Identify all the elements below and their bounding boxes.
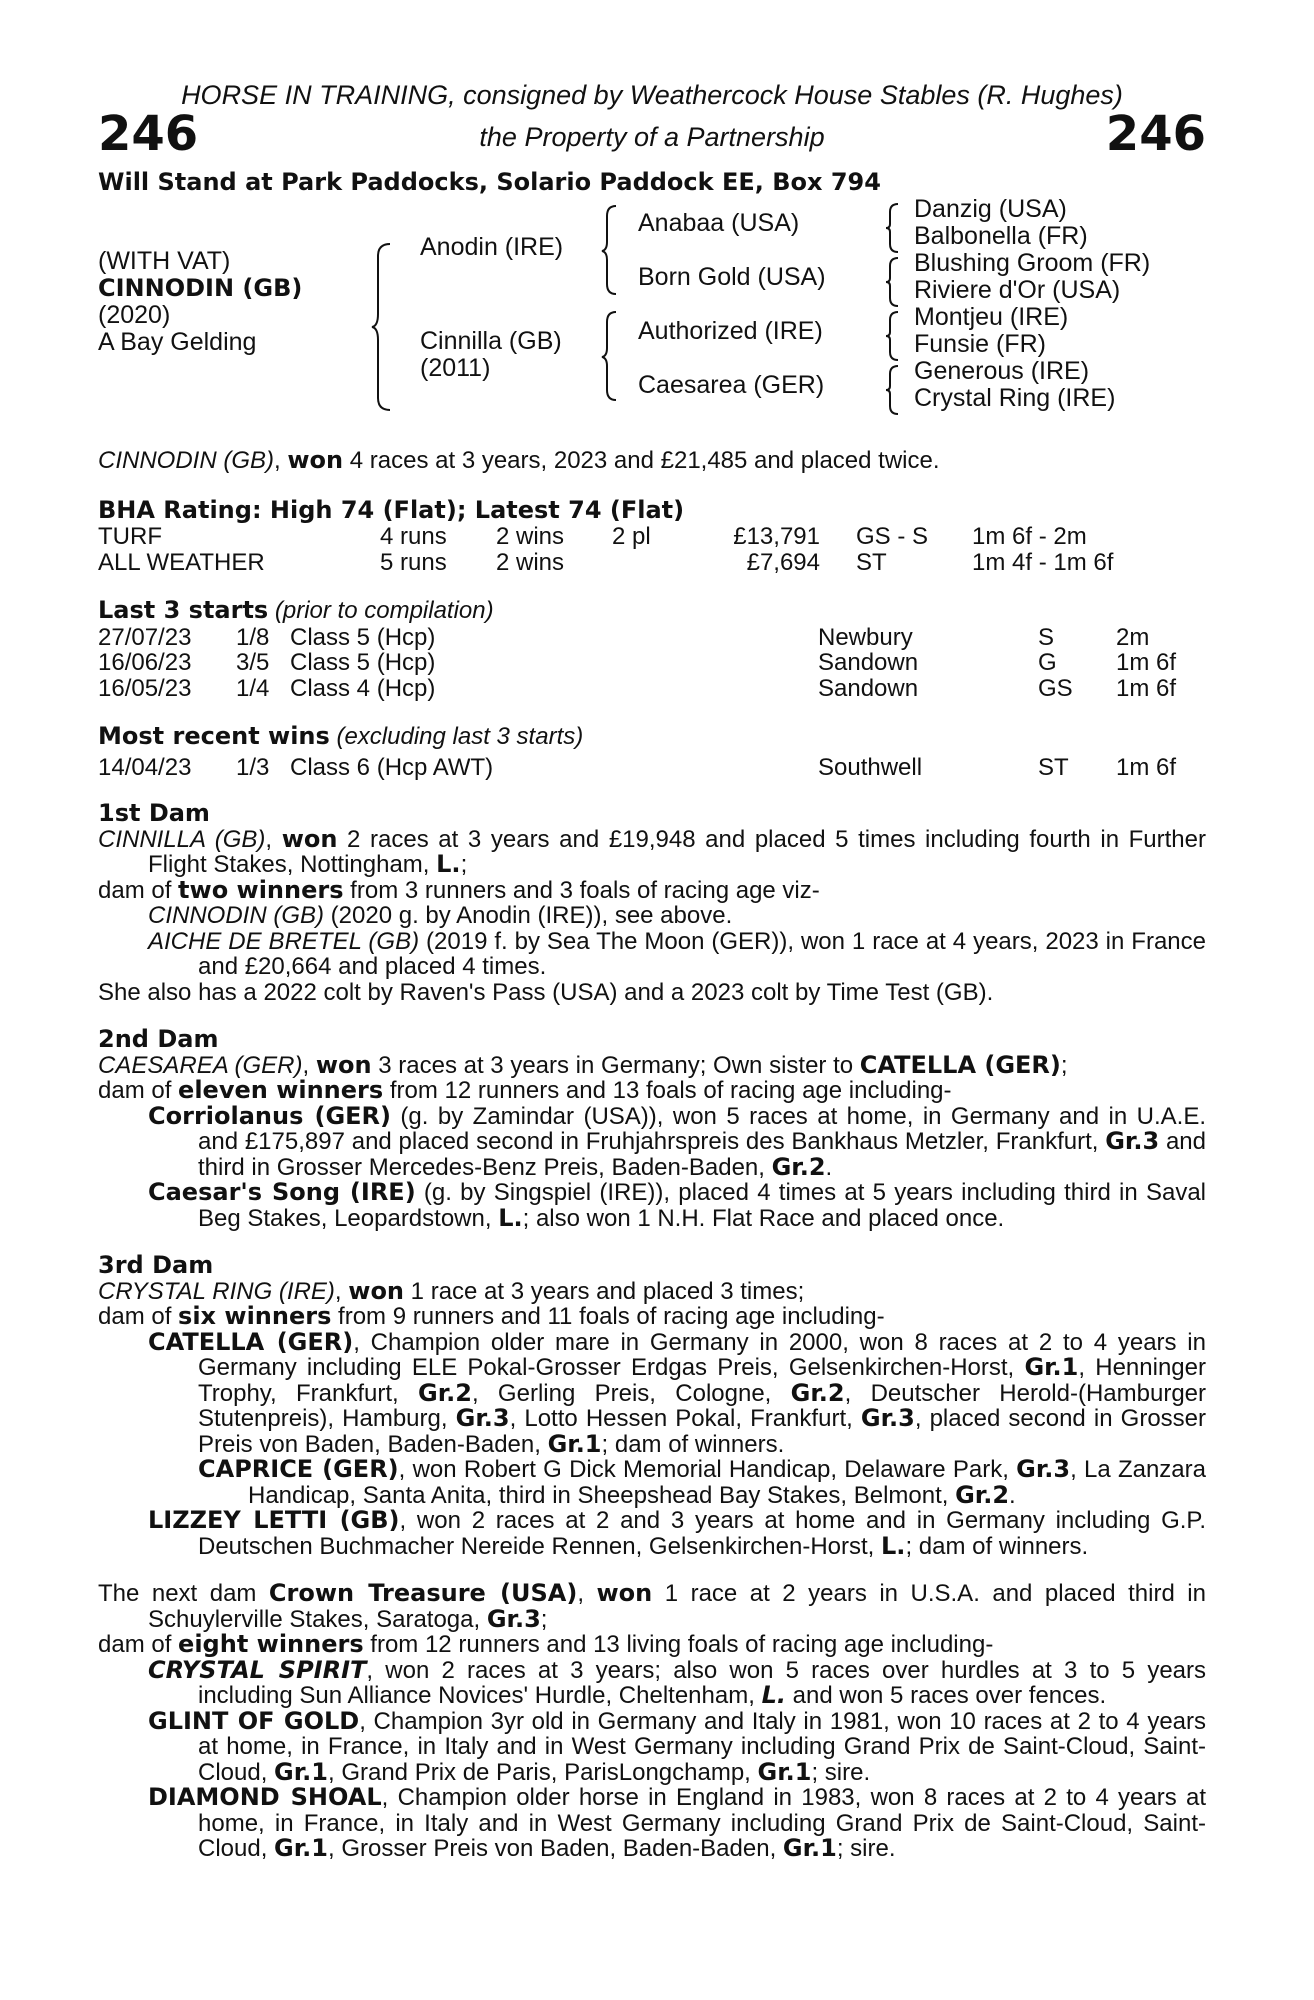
offspring-text: , Grosser Preis von Baden, Baden-Baden,: [327, 1835, 783, 1862]
sire-sire: Anabaa (USA): [638, 209, 800, 237]
grade-label: Gr.2: [418, 1378, 472, 1407]
start-class: Class 5 (Hcp): [290, 623, 436, 651]
offspring-entry: [98, 1655, 1207, 1709]
brace-dam: [600, 310, 620, 402]
rating-placed: 2 pl: [612, 523, 651, 550]
ancestor-7: Generous (IRE): [914, 357, 1090, 385]
recent-wins-title: [98, 724, 1206, 750]
offspring-entry: [98, 903, 1206, 929]
offspring-name: CATELLA (GER): [148, 1327, 354, 1356]
offspring-text: , Champion older horse in England in 1983, won 8 races at 2 to 4 years at home, in France, in Italy and in West Germany including Grand Prix de Saint-Cloud, Saint-Cloud,: [198, 1784, 1207, 1862]
offspring-entry: [98, 1785, 1206, 1862]
offspring-entry: [98, 1327, 1207, 1458]
rating-row-aw: [98, 549, 1206, 575]
produce-text: from 12 runners and 13 foals of racing age including-: [383, 1077, 952, 1104]
listed-label: L.: [881, 1531, 906, 1560]
rating-prize: £13,791: [733, 523, 820, 550]
next-dam-produce: [98, 1632, 1206, 1658]
offspring-text: , won 2 races at 3 years; also won 5 races over hurdles at 3 to 5 years including Sun Alliance Novices' Hurdle, Cheltenham,: [198, 1656, 1207, 1709]
third-dam-produce: [98, 1304, 1206, 1330]
produce-text: from 9 runners and 11 foals of racing age including-: [331, 1303, 885, 1330]
brace-g2: [884, 256, 902, 308]
second-dam-name: CAESAREA (GER): [98, 1051, 303, 1079]
lot-number-left: 246: [98, 106, 199, 162]
punct: .: [1009, 1481, 1016, 1509]
first-dam-title: 1st Dam: [98, 799, 210, 827]
offspring-text: ; dam of winners.: [601, 1430, 785, 1458]
offspring-entry: [98, 1180, 1206, 1231]
third-dam-record: CRYSTAL RING (IRE), won 1 race at 3 years and placed 3 times;: [98, 1276, 805, 1305]
offspring-text: , Lotto Hessen Pokal, Frankfurt,: [509, 1405, 861, 1432]
won-label: won: [348, 1276, 405, 1305]
summary-text: 4 races at 3 years, 2023 and £21,485 and placed twice.: [343, 447, 940, 474]
last-starts-title: [98, 598, 1206, 624]
grade-label: Gr.1: [1024, 1353, 1079, 1381]
ancestor-6: Funsie (FR): [914, 330, 1046, 358]
lot-header: [98, 106, 1206, 162]
grade-label: Gr.1: [274, 1757, 328, 1786]
ancestor-1: Danzig (USA): [914, 195, 1067, 223]
listed-label: L.: [761, 1681, 786, 1709]
grade-label: Gr.1: [274, 1834, 328, 1862]
third-dam-name: CRYSTAL RING (IRE): [98, 1277, 335, 1305]
start-course: Newbury: [818, 623, 913, 651]
listed-label: L.: [498, 1203, 523, 1232]
offspring-text: , Champion 3yr old in Germany and Italy in 1981, won 10 races at 2 to 4 years at home, in France, in Italy and in West Germany including Grand Prix de Saint-Cloud, Saint-Cloud,: [198, 1707, 1207, 1786]
start-course: Sandown: [818, 674, 919, 702]
offspring-text: , won 2 races at 2 and 3 years at home and in Germany including G.P. Deutschen Buchmacher Nereide Rennen, Gelsenkirchen-Horst,: [198, 1507, 1206, 1560]
rating-going: ST: [856, 548, 887, 576]
offspring-text: , won Robert G Dick Memorial Handicap, Delaware Park,: [398, 1456, 1017, 1483]
punct: ;: [540, 1605, 548, 1633]
rating-row-turf: [98, 523, 1206, 549]
win-date: 14/04/23: [98, 753, 192, 781]
punct: ;: [460, 851, 468, 878]
offspring-name: DIAMOND SHOAL: [148, 1783, 382, 1811]
second-dam-text: 3 races at 3 years in Germany; Own sister to: [371, 1051, 860, 1079]
sister-name: CATELLA (GER): [859, 1050, 1061, 1079]
offspring-text: ; dam of winners.: [905, 1532, 1089, 1560]
property-line: the Property of a Partnership: [479, 122, 825, 152]
rating-wins: 2 wins: [496, 548, 565, 576]
grade-label: Gr.3: [486, 1604, 541, 1633]
won-label: won: [281, 824, 338, 853]
offspring-name: LIZZEY LETTI (GB): [148, 1506, 400, 1534]
brace-g4: [884, 364, 902, 416]
start-distance: 2m: [1116, 623, 1150, 651]
start-position: 1/8: [236, 623, 270, 651]
offspring-text: , La Zanzara Handicap, Santa Anita, third in Sheepshead Bay Stakes, Belmont,: [248, 1456, 1206, 1509]
recent-wins-note: (excluding last 3 starts): [329, 723, 584, 750]
vat-label: (WITH VAT): [98, 247, 231, 275]
next-dam-text: 1 race at 2 years in U.S.A. and placed third in Schuylerville Stakes, Saratoga,: [148, 1580, 1206, 1633]
brace-sire: [600, 204, 620, 296]
start-row: [98, 624, 1206, 650]
second-dam-title: 2nd Dam: [98, 1025, 219, 1053]
offspring-name: CINNODIN (GB): [148, 902, 324, 929]
rating-going: GS - S: [856, 523, 929, 550]
listed-label: L.: [436, 850, 461, 878]
grade-label: Gr.2: [771, 1152, 826, 1181]
ancestor-2: Balbonella (FR): [914, 222, 1088, 250]
third-dam-title: 3rd Dam: [98, 1251, 214, 1279]
offspring-text: , Grand Prix de Paris, ParisLongchamp,: [327, 1758, 758, 1786]
rating-distance: 1m 6f - 2m: [972, 523, 1087, 550]
ancestor-3: Blushing Groom (FR): [914, 249, 1151, 277]
dam-year: (2011): [420, 354, 491, 382]
brace-g3: [884, 310, 902, 362]
summary-won: won: [287, 446, 344, 474]
offspring-text: ; sire.: [811, 1758, 871, 1786]
rating-title: BHA Rating: High 74 (Flat); Latest 74 (Flat): [98, 495, 685, 524]
offspring-name: CAPRICE (GER): [198, 1455, 399, 1483]
consignment-header: HORSE IN TRAINING, consigned by Weathercock House Stables (R. Hughes): [181, 80, 1123, 110]
next-dam-name: Crown Treasure (USA): [268, 1579, 578, 1607]
offspring-text: and won 5 races over fences.: [785, 1682, 1107, 1709]
grade-label: Gr.3: [455, 1404, 510, 1432]
offspring-text: , Gerling Preis, Cologne,: [471, 1379, 791, 1407]
summary-horse-name: CINNODIN (GB): [98, 447, 274, 474]
grade-label: Gr.3: [1016, 1455, 1071, 1483]
offspring-text: (g. by Singspiel (IRE)), placed 4 times at 5 years including third in Saval Beg Stakes, Leopardstown,: [198, 1179, 1206, 1232]
grade-label: Gr.1: [757, 1757, 812, 1786]
brace-g1: [884, 202, 902, 254]
offspring-text: ; sire.: [836, 1835, 896, 1862]
offspring-text: , Henninger Trophy, Frankfurt,: [198, 1354, 1206, 1407]
second-dam-record: CAESAREA (GER), won 3 races at 3 years in Germany; Own sister to CATELLA (GER);: [98, 1050, 1068, 1079]
start-course: Sandown: [818, 649, 919, 676]
last-starts-heading: Last 3 starts: [98, 596, 269, 624]
win-going: ST: [1038, 753, 1069, 781]
first-dam-also: She also has a 2022 colt by Raven's Pass (USA) and a 2023 colt by Time Test (GB).: [98, 978, 994, 1006]
ancestor-4: Riviere d'Or (USA): [914, 276, 1121, 304]
punct: .: [825, 1153, 833, 1181]
punct: ;: [1060, 1051, 1068, 1079]
grand-offspring-entry: [98, 1457, 1206, 1508]
offspring-entry: [98, 1706, 1207, 1786]
start-date: 16/05/23: [98, 674, 192, 702]
dam-of-label: dam of: [98, 1631, 179, 1658]
start-going: S: [1038, 623, 1055, 651]
rating-distance: 1m 4f - 1m 6f: [972, 548, 1114, 576]
third-dam-text: 1 race at 3 years and placed 3 times;: [404, 1277, 805, 1305]
rating-surface: ALL WEATHER: [98, 548, 265, 576]
start-going: GS: [1038, 674, 1073, 702]
dam-of-label: dam of: [98, 1303, 179, 1330]
horse-year: (2020): [98, 301, 171, 329]
offspring-text: , Deutscher Herold-(Hamburger Stutenpreis), Hamburg,: [198, 1379, 1206, 1432]
lot-number-right: 246: [1105, 106, 1206, 162]
rating-runs: 4 runs: [380, 523, 447, 550]
grade-label: Gr.3: [860, 1404, 915, 1432]
offspring-text: and third in Grosser Mercedes-Benz Preis, Baden-Baden,: [198, 1128, 1206, 1181]
start-date: 27/07/23: [98, 623, 192, 651]
start-going: G: [1038, 649, 1057, 676]
ancestor-5: Montjeu (IRE): [914, 303, 1069, 331]
next-dam-intro: The next dam: [98, 1580, 269, 1607]
horse-name: CINNODIN (GB): [98, 274, 303, 302]
offspring-name: GLINT OF GOLD: [148, 1706, 360, 1735]
horse-description: A Bay Gelding: [98, 328, 257, 356]
winners-count: two winners: [178, 875, 344, 904]
last-starts-note: (prior to compilation): [268, 597, 494, 624]
offspring-text: (g. by Zamindar (USA)), won 5 races at home, in Germany and in U.A.E. and £175,897 and placed second in Fruhjahrspreis des Bankhaus Metzler, Frankfurt,: [198, 1102, 1207, 1155]
brace-main: [370, 242, 394, 412]
winners-count: eight winners: [178, 1630, 364, 1658]
won-label: won: [315, 1050, 372, 1079]
first-dam-name: CINNILLA (GB): [98, 825, 266, 853]
recent-wins-heading: Most recent wins: [98, 722, 330, 750]
dam: Cinnilla (GB): [420, 327, 562, 355]
dam-of-label: dam of: [98, 1077, 179, 1104]
sire: Anodin (IRE): [420, 233, 564, 261]
produce-text: from 3 runners and 3 foals of racing age viz-: [343, 876, 820, 904]
start-distance: 1m 6f: [1116, 649, 1177, 676]
start-class: Class 5 (Hcp): [290, 649, 436, 676]
rating-runs: 5 runs: [380, 548, 447, 576]
won-label: won: [596, 1579, 653, 1607]
win-class: Class 6 (Hcp AWT): [290, 753, 494, 781]
offspring-name: Corriolanus (GER): [148, 1101, 391, 1130]
first-dam-record: CINNILLA (GB), won 2 races at 3 years and £19,948 and placed 5 times including fourth in Further Flight Stakes, Nottingham, L.;: [98, 824, 1206, 878]
offspring-text: (2019 f. by Sea The Moon (GER)), won 1 race at 4 years, 2023 in France and £20,664 and placed 4 times.: [198, 927, 1206, 980]
winners-count: eleven winners: [178, 1076, 384, 1104]
pedigree-table: [98, 196, 1206, 412]
grade-label: Gr.3: [1105, 1127, 1160, 1155]
grade-label: Gr.2: [955, 1480, 1010, 1509]
second-dam-produce: [98, 1078, 1206, 1104]
start-date: 16/06/23: [98, 649, 192, 676]
rating-prize: £7,694: [746, 548, 820, 576]
offspring-text: (2020 g. by Anodin (IRE)), see above.: [324, 902, 733, 929]
offspring-name: Caesar's Song (IRE): [148, 1178, 416, 1206]
produce-text: from 12 runners and 13 living foals of racing age including-: [363, 1631, 994, 1658]
grade-label: Gr.2: [790, 1378, 845, 1407]
win-course: Southwell: [818, 753, 923, 781]
offspring-text: ; also won 1 N.H. Flat Race and placed once.: [522, 1204, 1005, 1232]
first-dam-text: 2 races at 3 years and £19,948 and placed 5 times including fourth in Further Flight Stakes, Nottingham,: [148, 825, 1206, 878]
next-dam-record: The next dam Crown Treasure (USA), won 1 race at 2 years in U.S.A. and placed third in Schuylerville Stakes, Saratoga, Gr.3;: [98, 1579, 1206, 1633]
dam-dam: Caesarea (GER): [638, 371, 825, 399]
rating-surface: TURF: [98, 523, 162, 550]
start-position: 1/4: [236, 674, 270, 702]
stand-location: Will Stand at Park Paddocks, Solario Paddock EE, Box 794: [98, 168, 881, 196]
first-dam-produce: [98, 875, 1206, 904]
catalogue-page: [98, 78, 1206, 1862]
start-class: Class 4 (Hcp): [290, 674, 436, 702]
grade-label: Gr.1: [547, 1429, 602, 1458]
offspring-name: AICHE DE BRETEL (GB): [148, 927, 420, 955]
start-distance: 1m 6f: [1116, 674, 1177, 702]
winners-count: six winners: [178, 1302, 332, 1330]
win-distance: 1m 6f: [1116, 753, 1177, 781]
grade-label: Gr.1: [782, 1834, 837, 1862]
ancestor-8: Crystal Ring (IRE): [914, 384, 1116, 412]
start-position: 3/5: [236, 649, 270, 676]
start-row: [98, 649, 1206, 675]
offspring-entry: [98, 929, 1206, 980]
offspring-text: , Champion older mare in Germany in 2000, won 8 races at 2 to 4 years in Germany including ELE Pokal-Grosser Erdgas Preis, Gelsenkirchen-Horst,: [198, 1328, 1206, 1381]
rating-wins: 2 wins: [496, 523, 565, 550]
offspring-name: CRYSTAL SPIRIT: [148, 1655, 367, 1684]
sire-dam: Born Gold (USA): [638, 263, 826, 291]
start-row: [98, 675, 1206, 701]
offspring-text: , placed second in Grosser Preis von Baden, Baden-Baden,: [198, 1405, 1207, 1458]
dam-of-label: dam of: [98, 876, 179, 904]
offspring-entry: [98, 1101, 1207, 1181]
offspring-entry: [98, 1508, 1206, 1559]
recent-win-row: [98, 754, 1206, 780]
race-summary: CINNODIN (GB), won 4 races at 3 years, 2023 and £21,485 and placed twice.: [98, 446, 940, 474]
dam-sire: Authorized (IRE): [638, 317, 823, 345]
win-position: 1/3: [236, 753, 270, 781]
